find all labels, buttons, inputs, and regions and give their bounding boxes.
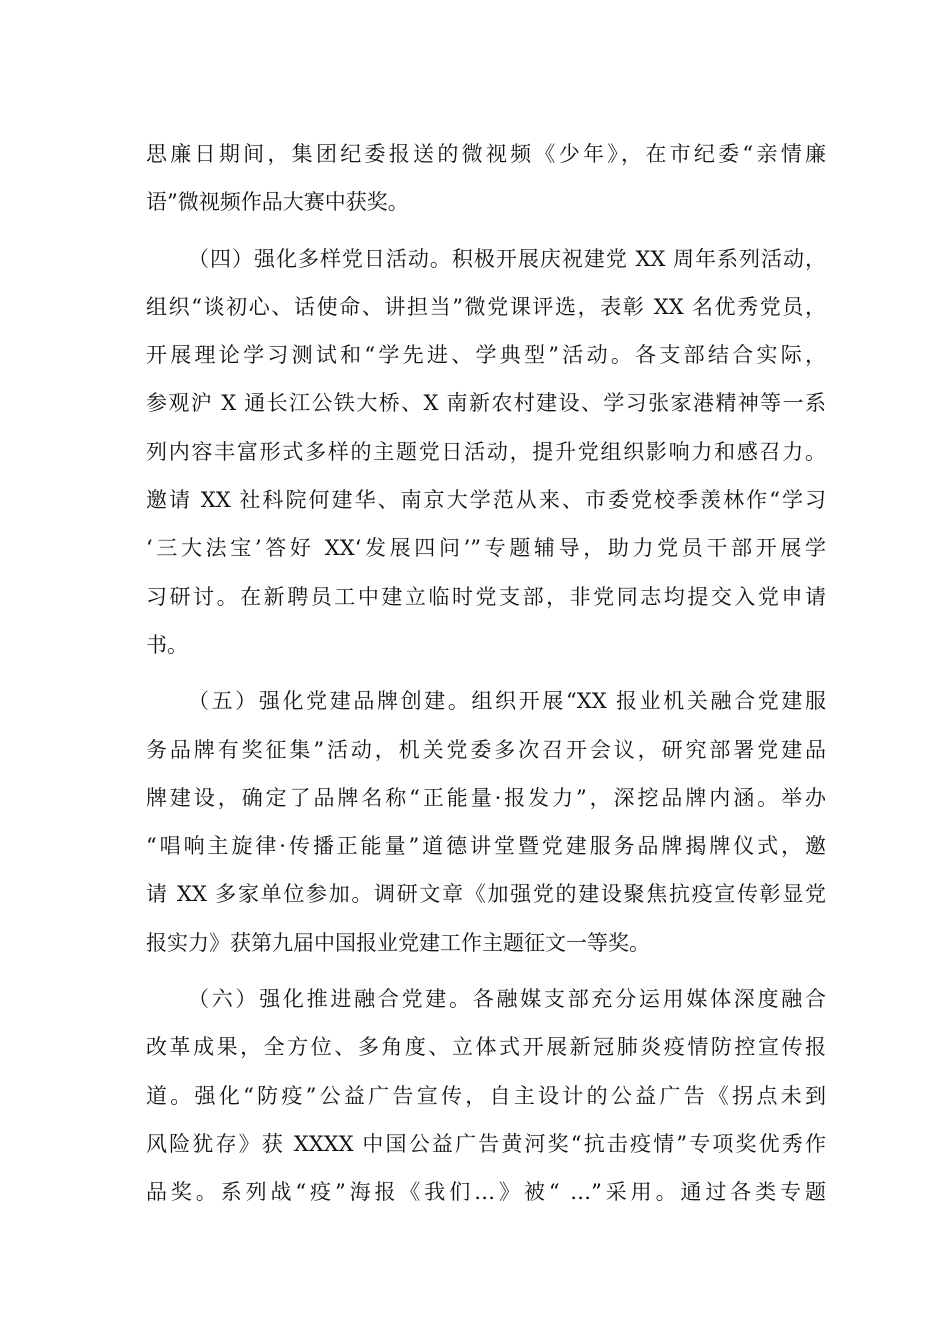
text-line: （五）强化党建品牌创建。组织开展“XX 报业机关融合党建服 xyxy=(188,689,826,714)
paragraph-p-6 xyxy=(146,975,826,1216)
text-line: ‘三大法宝’答好 XX‘发展四问’”专题辅导，助力党员干部开展学 xyxy=(146,536,826,561)
text-line: 报实力》获第九届中国报业党建工作主题征文一等奖。 xyxy=(146,930,650,955)
text-line: 请 XX 多家单位参加。调研文章《加强党的建设聚焦抗疫宣传彰显党 xyxy=(146,882,826,907)
text-line: 书。 xyxy=(146,632,188,657)
text-line: 改革成果，全方位、多角度、立体式开展新冠肺炎疫情防控宣传报 xyxy=(146,1035,826,1060)
text-line: 思廉日期间，集团纪委报送的微视频《少年》，在市纪委“亲情廉 xyxy=(146,142,826,166)
paragraph-gap xyxy=(146,669,826,677)
text-line: 务品牌有奖征集”活动，机关党委多次召开会议，研究部署党建品 xyxy=(146,737,826,762)
paragraph-p-5 xyxy=(146,677,826,967)
text-line: 风险犹存》获 XXXX 中国公益广告黄河奖“抗击疫情”专项奖优秀作 xyxy=(146,1131,826,1156)
text-line: 牌建设，确定了品牌名称“正能量·报发力”，深挖品牌内涵。举办 xyxy=(146,785,826,810)
text-line: 列内容丰富形式多样的主题党日活动，提升党组织影响力和感召力。 xyxy=(146,439,826,464)
paragraph-gap xyxy=(146,227,826,235)
text-line: 语”微视频作品大赛中获奖。 xyxy=(146,190,409,215)
text-line: 组织“谈初心、话使命、讲担当”微党课评选，表彰 XX 名优秀党员， xyxy=(146,294,826,319)
text-line: 道。强化“防疫”公益广告宣传，自主设计的公益广告《拐点未到 xyxy=(146,1083,826,1108)
text-line: （四）强化多样党日活动。积极开展庆祝建党 XX 周年系列活动， xyxy=(188,246,826,271)
text-line: 开展理论学习测试和“学先进、学典型”活动。各支部结合实际， xyxy=(146,343,826,368)
text-line: 邀请 XX 社科院何建华、南京大学范从来、市委党校季羡林作“学习 xyxy=(146,488,826,513)
paragraph-p-4 xyxy=(146,235,826,670)
text-line: “唱响主旋律·传播正能量”道德讲堂暨党建服务品牌揭牌仪式，邀 xyxy=(146,834,826,859)
text-line: （六）强化推进融合党建。各融媒支部充分运用媒体深度融合 xyxy=(188,987,826,1012)
text-line: 习研讨。在新聘员工中建立临时党支部，非党同志均提交入党申请 xyxy=(146,584,826,609)
text-line: 参观沪 X 通长江公铁大桥、X 南新农村建设、学习张家港精神等一系 xyxy=(146,391,826,416)
paragraph-gap xyxy=(146,967,826,975)
text-line: 品奖。系列战“疫”海报《我们…》被“ …”采用。通过各类专题 xyxy=(146,1180,826,1205)
document-body xyxy=(146,130,826,1217)
paragraph-p-cont xyxy=(146,130,826,227)
